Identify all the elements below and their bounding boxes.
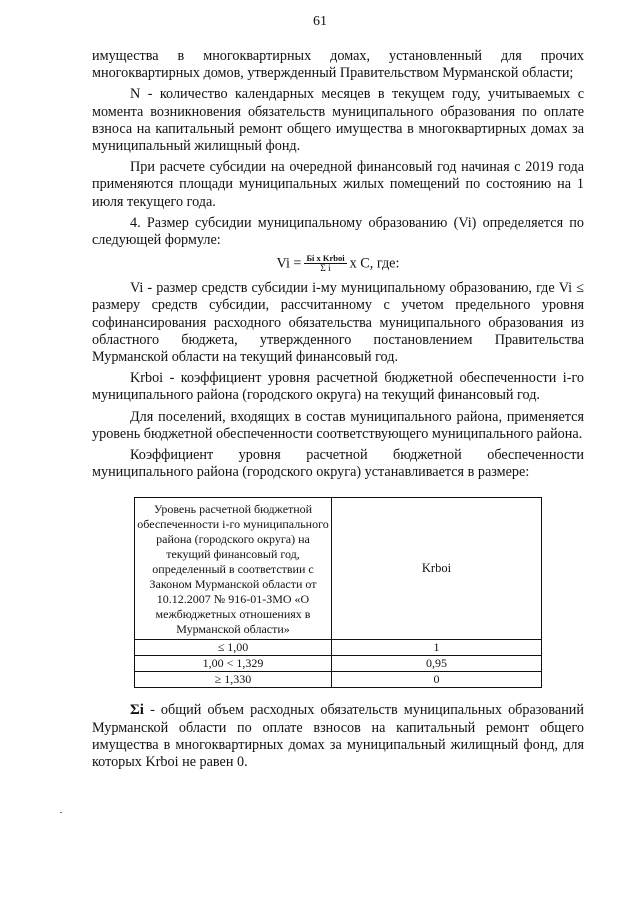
formula-denominator: Σ i <box>320 264 331 275</box>
margin-mark <box>60 812 62 813</box>
table-header-krboi: Krboi <box>332 498 542 640</box>
table-row <box>135 640 542 656</box>
paragraph-sigma-definition <box>92 702 584 771</box>
formula-rhs: x C, где: <box>349 255 400 272</box>
sigma-symbol: Σi <box>130 702 144 719</box>
table-cell-value: 1 <box>332 640 542 656</box>
paragraph-coefficient: Коэффициент уровня расчетной бюджетной обеспеченности муниципального района (городского округа) устанавливается в размере: <box>92 447 584 481</box>
formula-lhs: Vi = <box>276 255 302 272</box>
formula-fraction <box>304 253 346 275</box>
coefficient-table <box>134 497 542 688</box>
sigma-definition-text: - общий объем расходных обязательств муниципальных образований Мурманской области по оплате взносов на капитальный ремонт общего имущества в многоквартирных домах за муниципальный жилищный фонд, для которых Krboi не равен 0. <box>92 702 584 771</box>
table-row <box>135 656 542 672</box>
document-body <box>92 48 584 775</box>
paragraph-n-definition: N - количество календарных месяцев в текущем году, учитываемых с момента возникновения обязательств муниципального образования по оплате взноса на капитальный ремонт общего имущества в многоквартирных домах за муниципальный жилищный фонд. <box>92 86 584 155</box>
table-cell-level: ≥ 1,330 <box>135 672 332 688</box>
paragraph-continuation: имущества в многоквартирных домах, установленный для прочих многоквартирных домов, утвержденный Правительством Мурманской области; <box>92 48 584 82</box>
formula-numerator: Бi x Krboi <box>306 253 345 264</box>
paragraph-subsidy-size: 4. Размер субсидии муниципальному образованию (Vi) определяется по следующей формуле: <box>92 214 584 249</box>
subsidy-formula <box>92 253 584 275</box>
page-number: 61 <box>313 14 327 29</box>
table-row <box>135 672 542 688</box>
table-cell-value: 0,95 <box>332 656 542 672</box>
table-cell-value: 0 <box>332 672 542 688</box>
table-header-row <box>135 498 542 640</box>
paragraph-vi-definition: Vi - размер средств субсидии i-му муниципальному образованию, где Vi ≤ размеру средств субсидии, рассчитанному с учетом предельного уровня софинансирования расходного обязательства муниципального образования из областного бюджета, утвержденного постановлением Правительства Мурманской области на текущий финансовый год. <box>92 280 584 366</box>
paragraph-area-rule: При расчете субсидии на очередной финансовый год начиная с 2019 года применяются площади муниципальных жилых помещений по состоянию на 1 июля текущего года. <box>92 159 584 210</box>
table-cell-level: 1,00 < 1,329 <box>135 656 332 672</box>
paragraph-krboi-definition: Krboi - коэффициент уровня расчетной бюджетной обеспеченности i-го муниципального района (городского округа) на текущий финансовый год. <box>92 370 584 404</box>
table-header-level: Уровень расчетной бюджетной обеспеченности i-го муниципального района (городского округа) на текущий финансовый год, определенный в соответствии с Законом Мурманской области от 10.12.2007 № 916-01-ЗМО «О межбюджетных отношениях в Мурманской области» <box>135 498 332 640</box>
table-cell-level: ≤ 1,00 <box>135 640 332 656</box>
paragraph-settlements: Для поселений, входящих в состав муниципального района, применяется уровень бюджетной обеспеченности соответствующего муниципального района. <box>92 408 584 442</box>
